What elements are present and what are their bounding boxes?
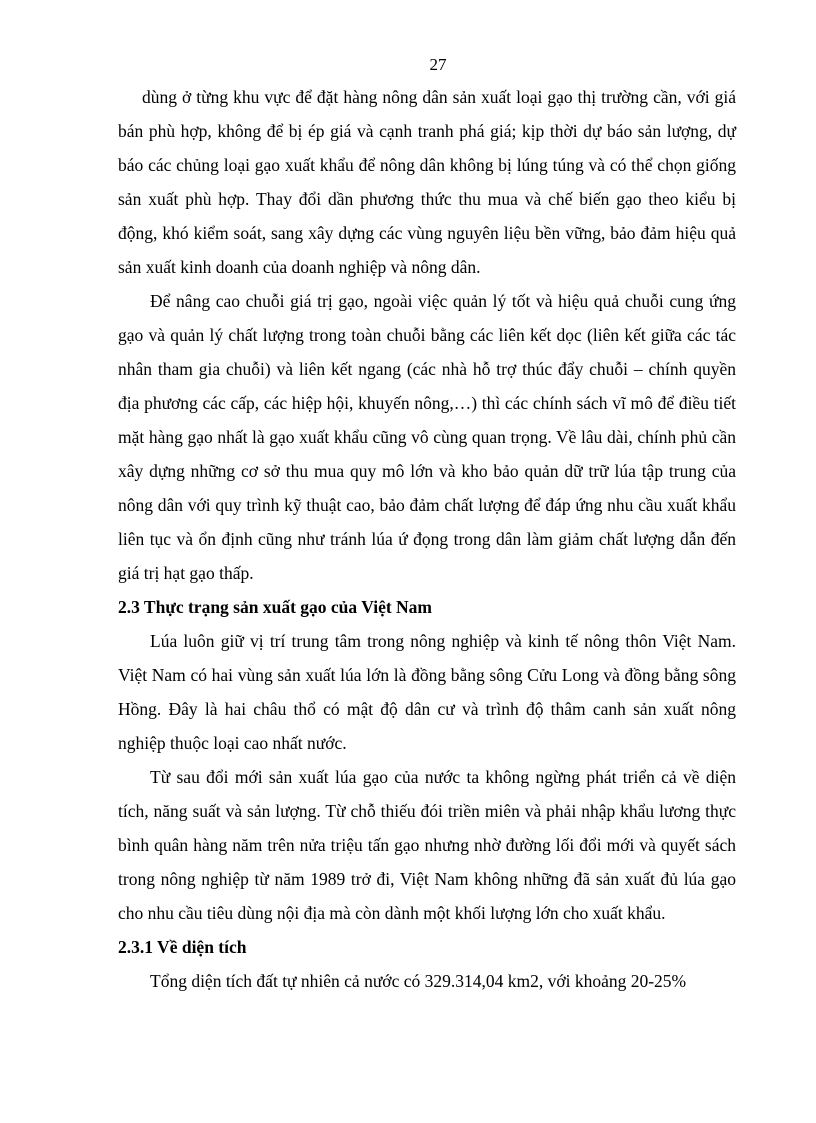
paragraph-post-reform-growth: Từ sau đổi mới sản xuất lúa gạo của nước ta không ngừng phát triển cả về diện tích, năng suất và sản lượng. Từ chỗ thiếu đói triền miên và phải nhập khẩu lương thực bình quân hàng năm trên nửa triệu tấn gạo nhưng nhờ đường lối đổi mới và quyết sách trong nông nghiệp từ năm 1989 trở đi, Việt Nam không những đã sản xuất đủ lúa gạo cho nhu cầu tiêu dùng nội địa mà còn dành một khối lượng lớn cho xuất khẩu.: [118, 767, 736, 923]
paragraph-total-land-area: Tổng diện tích đất tự nhiên cả nước có 329.314,04 km2, với khoảng 20-25%: [150, 971, 687, 991]
subsection-heading-area: 2.3.1 Về diện tích: [118, 937, 247, 957]
section-heading-rice-production: 2.3 Thực trạng sản xuất gạo của Việt Nam: [118, 597, 433, 617]
body-text: [118, 80, 736, 998]
paragraph-value-chain: Để nâng cao chuỗi giá trị gạo, ngoài việc quản lý tốt và hiệu quả chuỗi cung ứng gạo và quản lý chất lượng trong toàn chuỗi bằng các liên kết dọc (liên kết giữa các tác nhân tham gia chuỗi) và liên kết ngang (các nhà hỗ trợ thúc đẩy chuỗi – chính quyền địa phương các cấp, các hiệp hội, khuyến nông,…) thì các chính sách vĩ mô để điều tiết mặt hàng gạo nhất là gạo xuất khẩu cũng vô cùng quan trọng. Về lâu dài, chính phủ cần xây dựng những cơ sở thu mua quy mô lớn và kho bảo quản dữ trữ lúa tập trung của nông dân với quy trình kỹ thuật cao, bảo đảm chất lượng để đáp ứng nhu cầu xuất khẩu liên tục và ổn định cũng như tránh lúa ứ đọng trong dân làm giảm chất lượng dẫn đến giá trị hạt gạo thấp.: [118, 291, 736, 583]
paragraph-rice-ordering: dùng ở từng khu vực để đặt hàng nông dân sản xuất loại gạo thị trường cần, với giá bán phù hợp, không để bị ép giá và cạnh tranh phá giá; kịp thời dự báo sản lượng, dự báo các chủng loại gạo xuất khẩu để nông dân không bị lúng túng và có thể chọn giống sản xuất phù hợp. Thay đổi dần phương thức thu mua và chế biến gạo theo kiểu bị động, khó kiểm soát, sang xây dựng các vùng nguyên liệu bền vững, bảo đảm hiệu quả sản xuất kinh doanh của doanh nghiệp và nông dân.: [118, 87, 736, 277]
page-number: 27: [429, 55, 447, 74]
paragraph-rice-central-role: Lúa luôn giữ vị trí trung tâm trong nông nghiệp và kinh tế nông thôn Việt Nam. Việt Nam có hai vùng sản xuất lúa lớn là đồng bằng sông Cửu Long và đồng bằng sông Hồng. Đây là hai châu thổ có mật độ dân cư và trình độ thâm canh sản xuất nông nghiệp thuộc loại cao nhất nước.: [118, 631, 736, 753]
